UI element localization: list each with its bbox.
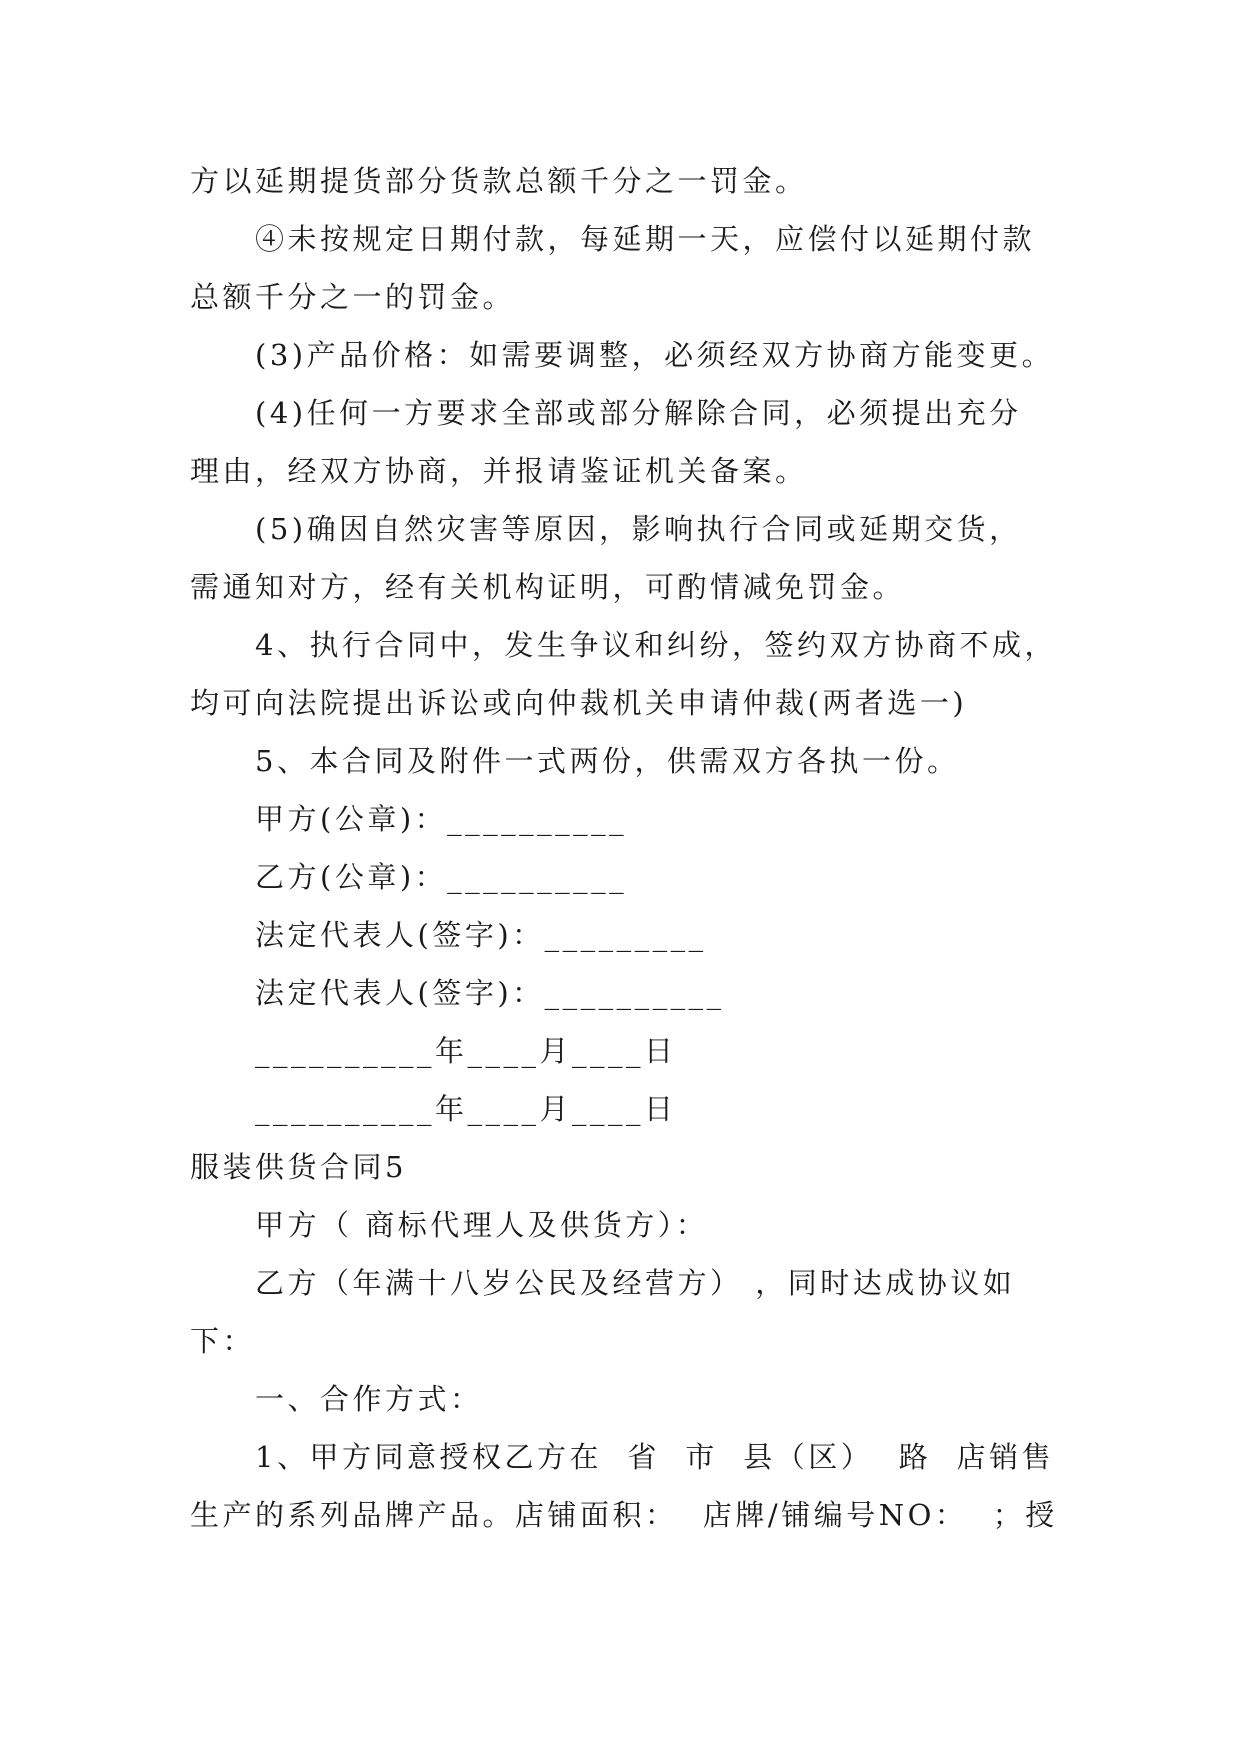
paragraph-line: 总额千分之一的罚金。 <box>190 280 516 314</box>
date-line: __________年____月____日 <box>255 1092 677 1126</box>
signature-line-party-a: 甲方(公章)：__________ <box>255 802 628 836</box>
paragraph-line: (3)产品价格：如需要调整，必须经双方协商方能变更。 <box>255 338 1055 372</box>
signature-line-party-b: 乙方(公章)：__________ <box>255 860 628 894</box>
paragraph-line: 方以延期提货部分货款总额千分之一罚金。 <box>190 164 808 198</box>
paragraph-line: 甲方（ 商标代理人及供货方）： <box>255 1208 709 1242</box>
paragraph-line: 下： <box>190 1324 256 1358</box>
paragraph-line: 需通知对方，经有关机构证明，可酌情减免罚金。 <box>190 570 906 604</box>
section-title: 服装供货合同5 <box>190 1150 407 1184</box>
paragraph-line: (4)任何一方要求全部或部分解除合同，必须提出充分 <box>255 396 1022 430</box>
paragraph-line: 生产的系列品牌产品。店铺面积： 店牌/铺编号NO： ；授 <box>190 1498 1058 1532</box>
paragraph-line: 1、甲方同意授权乙方在 省 市 县（区） 路 店销售 <box>255 1440 1055 1474</box>
paragraph-line: ④未按规定日期付款，每延期一天，应偿付以延期付款 <box>255 222 1036 256</box>
date-line: __________年____月____日 <box>255 1034 677 1068</box>
paragraph-line: 5、本合同及附件一式两份，供需双方各执一份。 <box>255 744 960 778</box>
paragraph-line: (5)确因自然灾害等原因，影响执行合同或延期交货， <box>255 512 1022 546</box>
section-heading: 一、合作方式： <box>255 1382 483 1416</box>
paragraph-line: 乙方（年满十八岁公民及经营方） ，同时达成协议如 <box>255 1266 1016 1300</box>
signature-line-representative: 法定代表人(签字)：__________ <box>255 976 725 1010</box>
signature-line-representative: 法定代表人(签字)：_________ <box>255 918 707 952</box>
paragraph-line: 理由，经双方协商，并报请鉴证机关备案。 <box>190 454 808 488</box>
paragraph-line: 均可向法院提出诉讼或向仲裁机关申请仲裁(两者选一) <box>190 686 968 720</box>
paragraph-line: 4、执行合同中，发生争议和纠纷，签约双方协商不成， <box>255 628 1057 662</box>
